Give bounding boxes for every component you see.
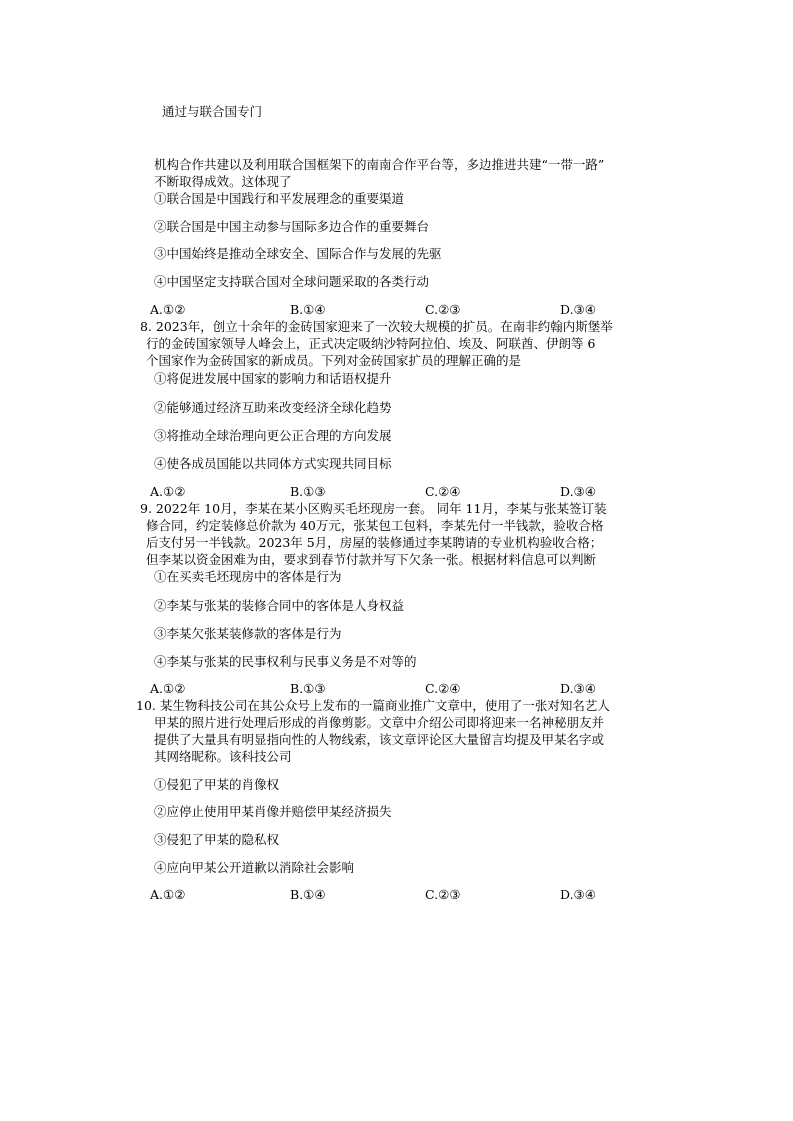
statement-item: ②李某与张某的装修合同中的客体是人身权益: [154, 598, 405, 613]
question-8-stem-line: 行的金砖国家领导人峰会上，正式决定吸纳沙特阿拉伯、埃及、阿联酋、伊朗等 6: [146, 336, 596, 351]
option-b: B.①③: [290, 484, 326, 499]
question-10-stem-line: 甲某的照片进行处理后形成的肖像剪影。文章中介绍公司即将迎来一名神秘朋友并: [154, 715, 605, 730]
question-8-stem-line: 8. 2023年，创立十余年的金砖国家迎来了一次较大规模的扩员。在南非约翰内斯堡举: [140, 319, 613, 334]
option-c: C.②④: [425, 484, 461, 499]
question-10-stem-line: 其网络昵称。该科技公司: [154, 749, 292, 764]
option-a: A.①②: [150, 302, 186, 317]
statement-item: ③侵犯了甲某的隐私权: [154, 832, 280, 847]
answer-options: [150, 302, 650, 318]
option-d: D.③④: [560, 887, 596, 902]
answer-options: [150, 887, 650, 903]
question-8-stem-line: 个国家作为金砖国家的新成员。下列对金砖国家扩员的理解正确的是: [146, 353, 522, 368]
statement-item: ②应停止使用甲某肖像并赔偿甲某经济损失: [154, 804, 392, 819]
statement-item: ④使各成员国能以共同体方式实现共同目标: [154, 456, 392, 471]
statement-item: ③李某欠张某装修款的客体是行为: [154, 626, 342, 641]
statement-item: ④中国坚定支持联合国对全球问题采取的各类行动: [154, 274, 430, 289]
statement-item: ③将推动全球治理向更公正合理的方向发展: [154, 428, 392, 443]
question-10-stem-line: 10. 某生物科技公司在其公众号上发布的一篇商业推广文章中，使用了一张对知名艺人: [136, 698, 610, 713]
option-b: B.①③: [290, 681, 326, 696]
option-c: C.②③: [425, 887, 461, 902]
option-b: B.①④: [290, 887, 326, 902]
option-d: D.③④: [560, 484, 596, 499]
question-stem-line: 不断取得成效。这体现了: [154, 174, 292, 189]
statement-item: ①侵犯了甲某的肖像权: [154, 777, 280, 792]
option-c: C.②④: [425, 681, 461, 696]
option-a: A.①②: [150, 484, 186, 499]
statement-item: ②联合国是中国主动参与国际多边合作的重要舞台: [154, 219, 430, 234]
answer-options: [150, 681, 650, 697]
continuation-top-line: 通过与联合国专门: [162, 104, 263, 119]
statement-item: ①将促进发展中国家的影响力和话语权提升: [154, 371, 392, 386]
question-9-stem-line: 但李某以资金困难为由，要求到春节付款并写下欠条一张。根据材料信息可以判断: [146, 552, 597, 567]
answer-options: [150, 484, 650, 500]
statement-item: ②能够通过经济互助来改变经济全球化趋势: [154, 400, 392, 415]
statement-item: ①在买卖毛坯现房中的客体是行为: [154, 569, 342, 584]
question-9-stem-line: 修合同，约定装修总价款为 40万元，张某包工包料，李某先付一半钱款，验收合格: [146, 518, 604, 533]
question-9-stem-line: 后支付另一半钱款。2023年 5月，房屋的装修通过李某聘请的专业机构验收合格；: [146, 535, 603, 550]
option-c: C.②③: [425, 302, 461, 317]
option-b: B.①④: [290, 302, 326, 317]
question-9-stem-line: 9. 2022年 10月，李某在某小区购买毛坯现房一套。 同年 11月，李某与张某签订装: [140, 501, 607, 516]
question-10-stem-line: 提供了大量具有明显指向性的人物线索，该文章评论区大量留言均提及甲某名字或: [154, 732, 605, 747]
statement-item: ④李某与张某的民事权利与民事义务是不对等的: [154, 654, 417, 669]
option-d: D.③④: [560, 302, 596, 317]
statement-item: ③中国始终是推动全球安全、国际合作与发展的先驱: [154, 246, 442, 261]
option-a: A.①②: [150, 887, 186, 902]
option-a: A.①②: [150, 681, 186, 696]
statement-item: ①联合国是中国践行和平发展理念的重要渠道: [154, 191, 405, 206]
option-d: D.③④: [560, 681, 596, 696]
statement-item: ④应向甲某公开道歉以消除社会影响: [154, 860, 355, 875]
question-stem-line: 机构合作共建以及利用联合国框架下的南南合作平台等，多边推进共建“一带一路”: [154, 157, 605, 172]
